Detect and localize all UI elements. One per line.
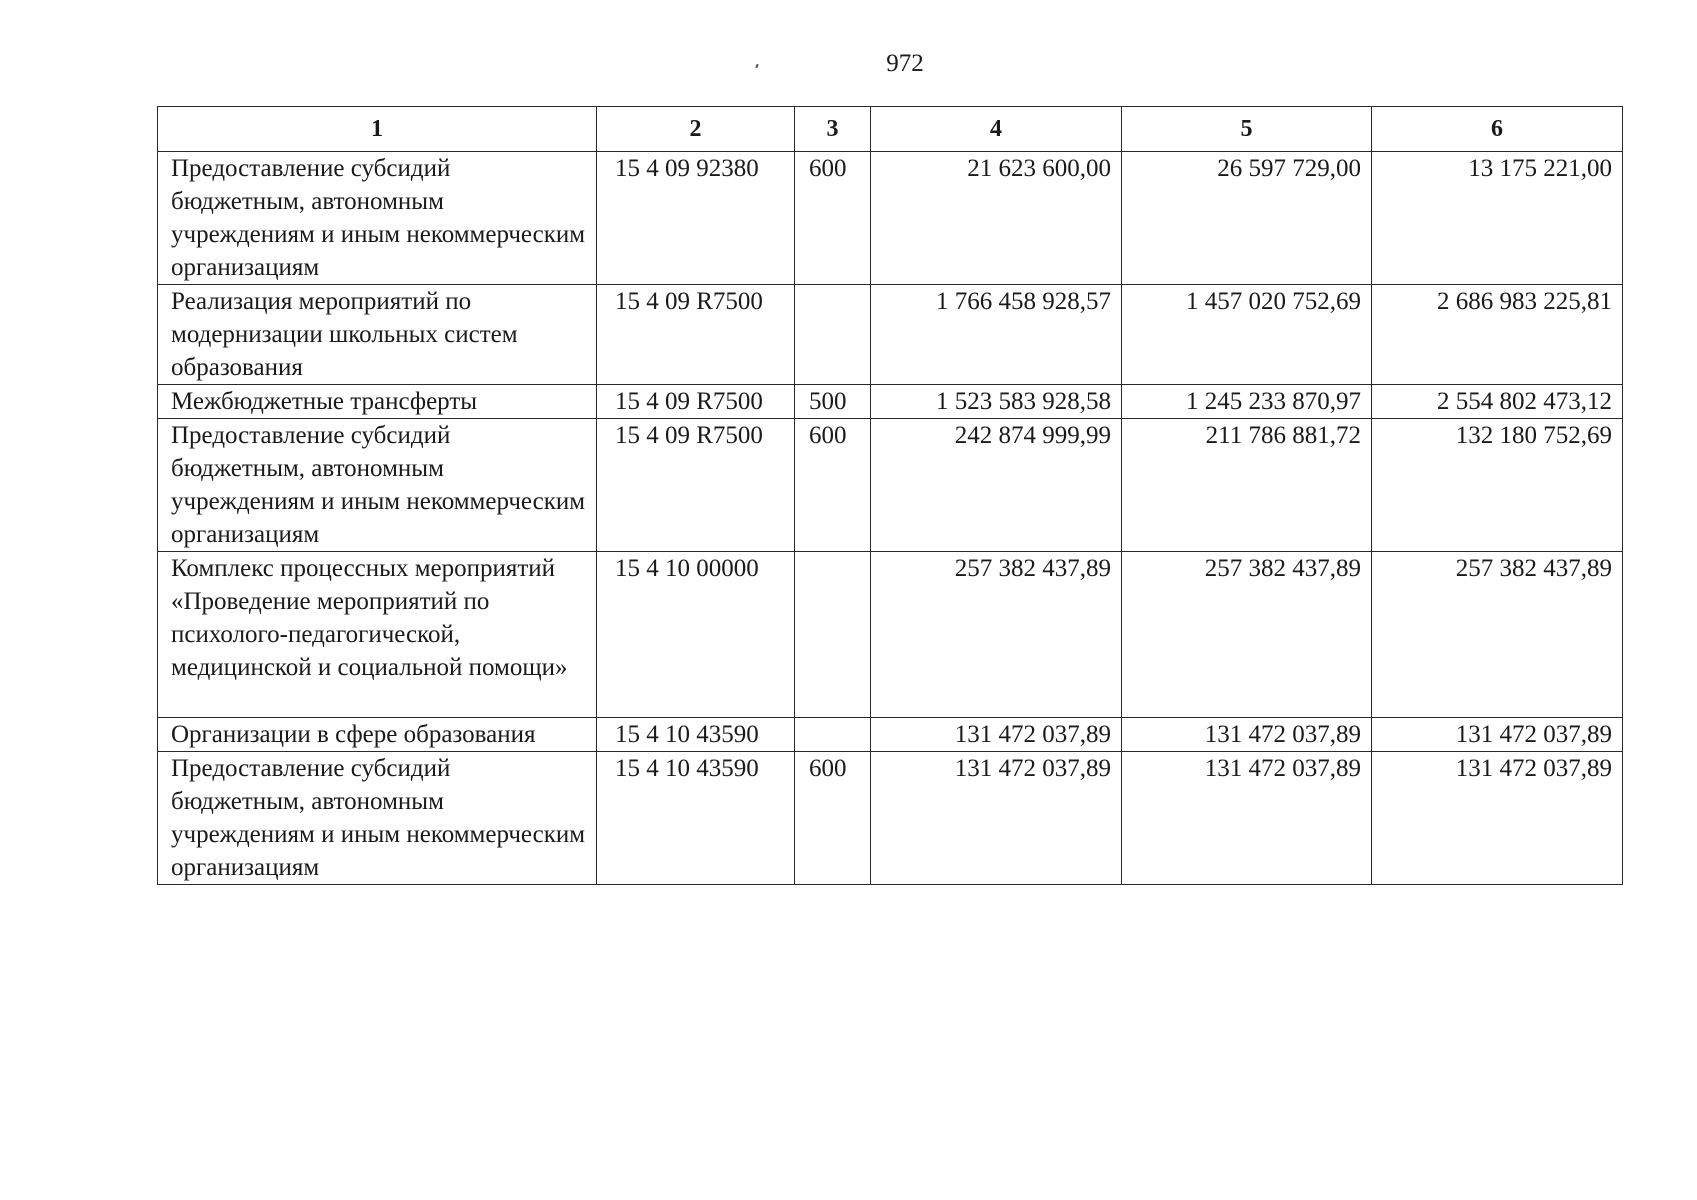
table-row — [158, 285, 1623, 385]
row-type-cell: 600 — [795, 419, 871, 552]
row-type-cell: 600 — [795, 152, 871, 285]
row-type-cell: 600 — [795, 752, 871, 885]
row-name-cell: Комплекс процессных мероприятий «Проведение мероприятий по психолого-педагогической, медицинской и социальной помощи» — [158, 552, 597, 718]
row-value-cell: 131 472 037,89 — [1372, 718, 1623, 752]
row-value-cell: 1 457 020 752,69 — [1122, 285, 1372, 385]
row-value-cell: 131 472 037,89 — [1122, 752, 1372, 885]
table-row — [158, 152, 1623, 285]
row-value-cell: 132 180 752,69 — [1372, 419, 1623, 552]
row-name-cell: Предоставление субсидий бюджетным, автономным учреждениям и иным некоммерческим организациям — [158, 152, 597, 285]
row-code-cell: 15 4 09 R7500 — [597, 285, 795, 385]
row-value-cell: 1 245 233 870,97 — [1122, 385, 1372, 419]
row-name-cell: Организации в сфере образования — [158, 718, 597, 752]
column-header: 1 — [158, 107, 597, 152]
column-header: 2 — [597, 107, 795, 152]
column-header: 4 — [871, 107, 1122, 152]
table-row — [158, 552, 1623, 718]
row-value-cell: 257 382 437,89 — [1122, 552, 1372, 718]
row-value-cell: 131 472 037,89 — [1122, 718, 1372, 752]
row-value-cell: 242 874 999,99 — [871, 419, 1122, 552]
table-row — [158, 419, 1623, 552]
row-type-cell — [795, 718, 871, 752]
table-row — [158, 385, 1623, 419]
row-value-cell: 1 523 583 928,58 — [871, 385, 1122, 419]
row-value-cell: 13 175 221,00 — [1372, 152, 1623, 285]
row-code-cell: 15 4 09 92380 — [597, 152, 795, 285]
column-header: 6 — [1372, 107, 1623, 152]
row-name-cell: Реализация мероприятий по модернизации школьных систем образования — [158, 285, 597, 385]
row-value-cell: 131 472 037,89 — [1372, 752, 1623, 885]
row-type-cell — [795, 285, 871, 385]
row-code-cell: 15 4 10 43590 — [597, 752, 795, 885]
row-value-cell: 2 554 802 473,12 — [1372, 385, 1623, 419]
row-code-cell: 15 4 09 R7500 — [597, 419, 795, 552]
row-name-cell: Предоставление субсидий бюджетным, автономным учреждениям и иным некоммерческим организациям — [158, 419, 597, 552]
row-type-cell — [795, 552, 871, 718]
row-value-cell: 2 686 983 225,81 — [1372, 285, 1623, 385]
row-value-cell: 26 597 729,00 — [1122, 152, 1372, 285]
row-value-cell: 257 382 437,89 — [871, 552, 1122, 718]
table-row — [158, 752, 1623, 885]
row-code-cell: 15 4 10 00000 — [597, 552, 795, 718]
row-value-cell: 131 472 037,89 — [871, 718, 1122, 752]
row-value-cell: 21 623 600,00 — [871, 152, 1122, 285]
row-code-cell: 15 4 09 R7500 — [597, 385, 795, 419]
table-row — [158, 718, 1623, 752]
column-header: 5 — [1122, 107, 1372, 152]
header-row — [158, 107, 1623, 152]
column-header: 3 — [795, 107, 871, 152]
budget-table — [157, 106, 1623, 885]
row-name-cell: Межбюджетные трансферты — [158, 385, 597, 419]
row-value-cell: 131 472 037,89 — [871, 752, 1122, 885]
row-code-cell: 15 4 10 43590 — [597, 718, 795, 752]
row-value-cell: 257 382 437,89 — [1372, 552, 1623, 718]
row-name-cell: Предоставление субсидий бюджетным, автономным учреждениям и иным некоммерческим организациям — [158, 752, 597, 885]
page-number: 972 — [886, 50, 924, 77]
row-value-cell: 1 766 458 928,57 — [871, 285, 1122, 385]
row-type-cell: 500 — [795, 385, 871, 419]
row-value-cell: 211 786 881,72 — [1122, 419, 1372, 552]
